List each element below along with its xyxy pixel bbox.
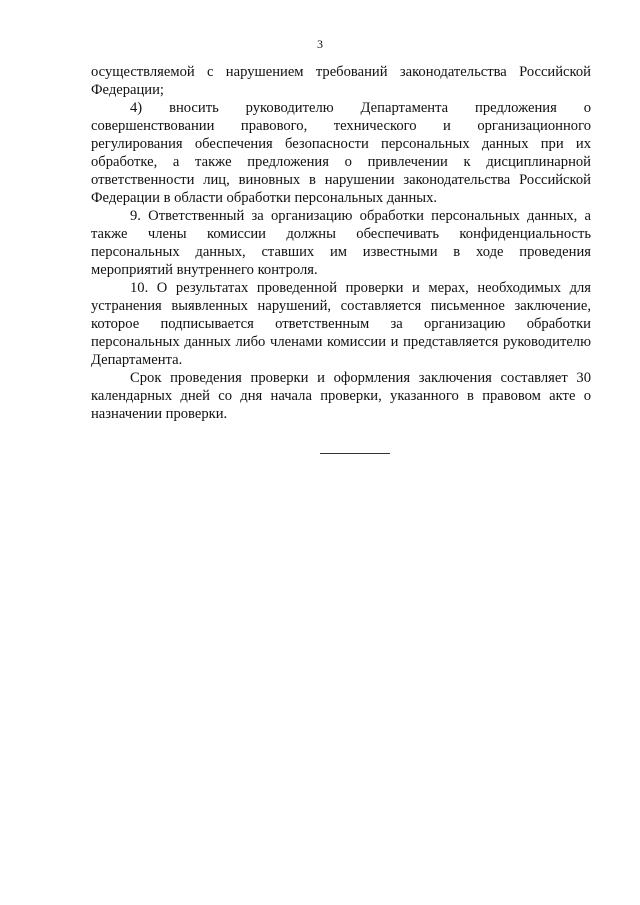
paragraph-item-10: 10. О результатах проведенной проверки и мерах, необходимых для устранения выявленных нарушений, составляется письменное заключение, которое подписывается ответственным за организацию обработки персональных данных либо членами комиссии и представляется руководителю Департамента. (91, 280, 591, 368)
closing-divider (320, 453, 390, 454)
paragraph-deadline: Срок проведения проверки и оформления заключения составляет 30 календарных дней со дня начала проверки, указанного в правовом акте о назначении проверки. (91, 370, 591, 422)
paragraph-continuation: осуществляемой с нарушением требований законодательства Российской Федерации; (91, 64, 591, 98)
document-body (91, 63, 591, 423)
paragraph-item-9: 9. Ответственный за организацию обработки персональных данных, а также члены комиссии должны обеспечивать конфиденциальность персональных данных, ставших им известными в ходе проведения мероприятий внутреннего контроля. (91, 208, 591, 278)
paragraph-item-4: 4) вносить руководителю Департамента предложения о совершенствовании правового, технического и организационного регулирования обеспечения безопасности персональных данных при их обработке, а также предложения о привлечении к дисциплинарной ответственности лиц, виновных в нарушении законодательства Российской Федерации в области обработки персональных данных. (91, 100, 591, 206)
page-number: 3 (317, 37, 323, 51)
